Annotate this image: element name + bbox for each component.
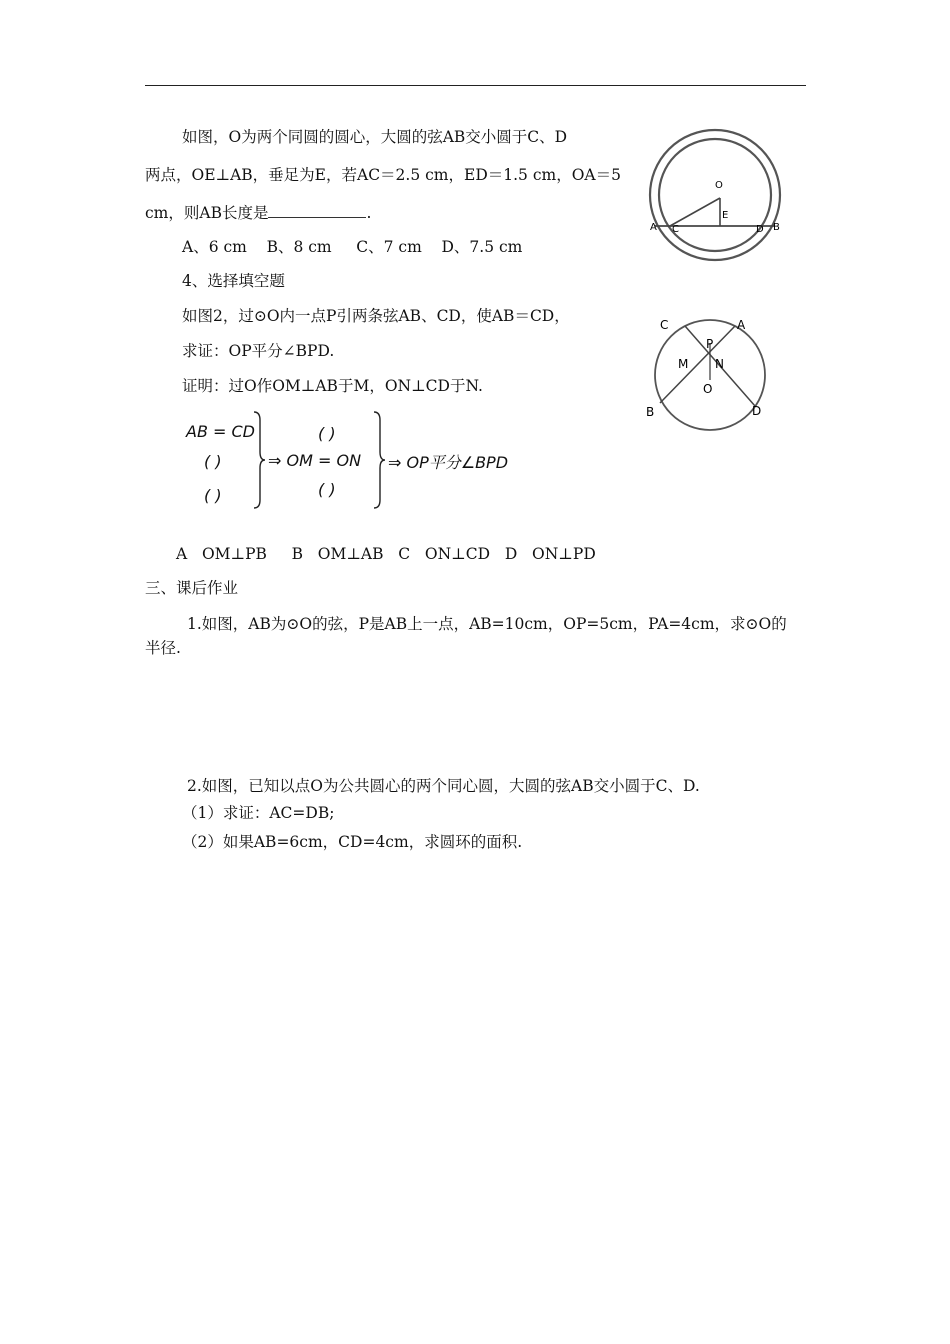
q4-line1: 如图2，过⊙O内一点P引两条弦AB、CD，使AB＝CD， (182, 307, 570, 325)
outer-circle (650, 130, 780, 260)
label-d: D (756, 224, 764, 235)
label-m: M (678, 357, 689, 371)
q3-line3 (145, 203, 371, 223)
q3-line2: 两点，OE⊥AB，垂足为E，若AC＝2.5 cm，ED＝1.5 cm，OA＝5 (145, 166, 621, 184)
label-o: O (715, 180, 723, 191)
q3-line3-suffix: . (366, 204, 372, 222)
problem2-line2: （1）求证：AC=DB; (182, 804, 335, 822)
proof-premise: AB = CD (186, 422, 255, 441)
label-p: P (706, 337, 714, 351)
proof-blank-1: ( ) (204, 452, 222, 471)
problem1-line2: 半径. (145, 639, 181, 657)
proof-blank-3: ( ) (318, 424, 336, 443)
proof-conclusion: ⇒ OP平分∠BPD (388, 453, 509, 472)
left-brace (252, 410, 266, 510)
label-c: C (672, 224, 679, 235)
q4-line2: 求证：OP平分∠BPD. (182, 342, 335, 360)
q4-options: A OM⊥PB B OM⊥AB C ON⊥CD D ON⊥PD (176, 545, 596, 563)
header-rule (145, 85, 806, 86)
figure-concentric-circles (640, 130, 790, 270)
q3-options: A、6 cm B、8 cm C、7 cm D、7.5 cm (182, 238, 523, 256)
right-brace (372, 410, 386, 510)
label-a: A (737, 318, 746, 332)
label-b: B (773, 222, 780, 233)
label-e: E (722, 210, 729, 221)
label-n: N (715, 357, 724, 371)
q3-line3-prefix: cm，则AB长度是 (145, 204, 269, 222)
problem2-line3: （2）如果AB=6cm，CD=4cm，求圆环的面积. (182, 833, 523, 851)
answer-blank (268, 203, 366, 218)
q4-heading: 4、选择填空题 (182, 272, 285, 290)
problem1-line1: 1.如图，AB为⊙O的弦，P是AB上一点，AB=10cm，OP=5cm，PA=4cm，求⊙O的 (187, 615, 787, 633)
label-c: C (660, 318, 669, 332)
label-o: O (703, 382, 713, 396)
problem2-line1: 2.如图，已知以点O为公共圆心的两个同心圆，大圆的弦AB交小圆于C、D. (187, 777, 700, 795)
label-d: D (752, 404, 762, 418)
proof-blank-2: ( ) (204, 486, 222, 505)
proof-blank-4: ( ) (318, 480, 336, 499)
proof-middle: ⇒ OM = ON (268, 451, 362, 470)
label-b: B (646, 405, 655, 419)
label-a: A (650, 222, 657, 233)
segment-oa (670, 198, 720, 226)
section3-heading: 三、课后作业 (145, 579, 239, 597)
q4-line3: 证明：过O作OM⊥AB于M，ON⊥CD于N. (182, 377, 483, 395)
figure-circle-chords (640, 315, 780, 430)
q3-line1: 如图，O为两个同圆的圆心，大圆的弦AB交小圆于C、D (182, 128, 568, 146)
